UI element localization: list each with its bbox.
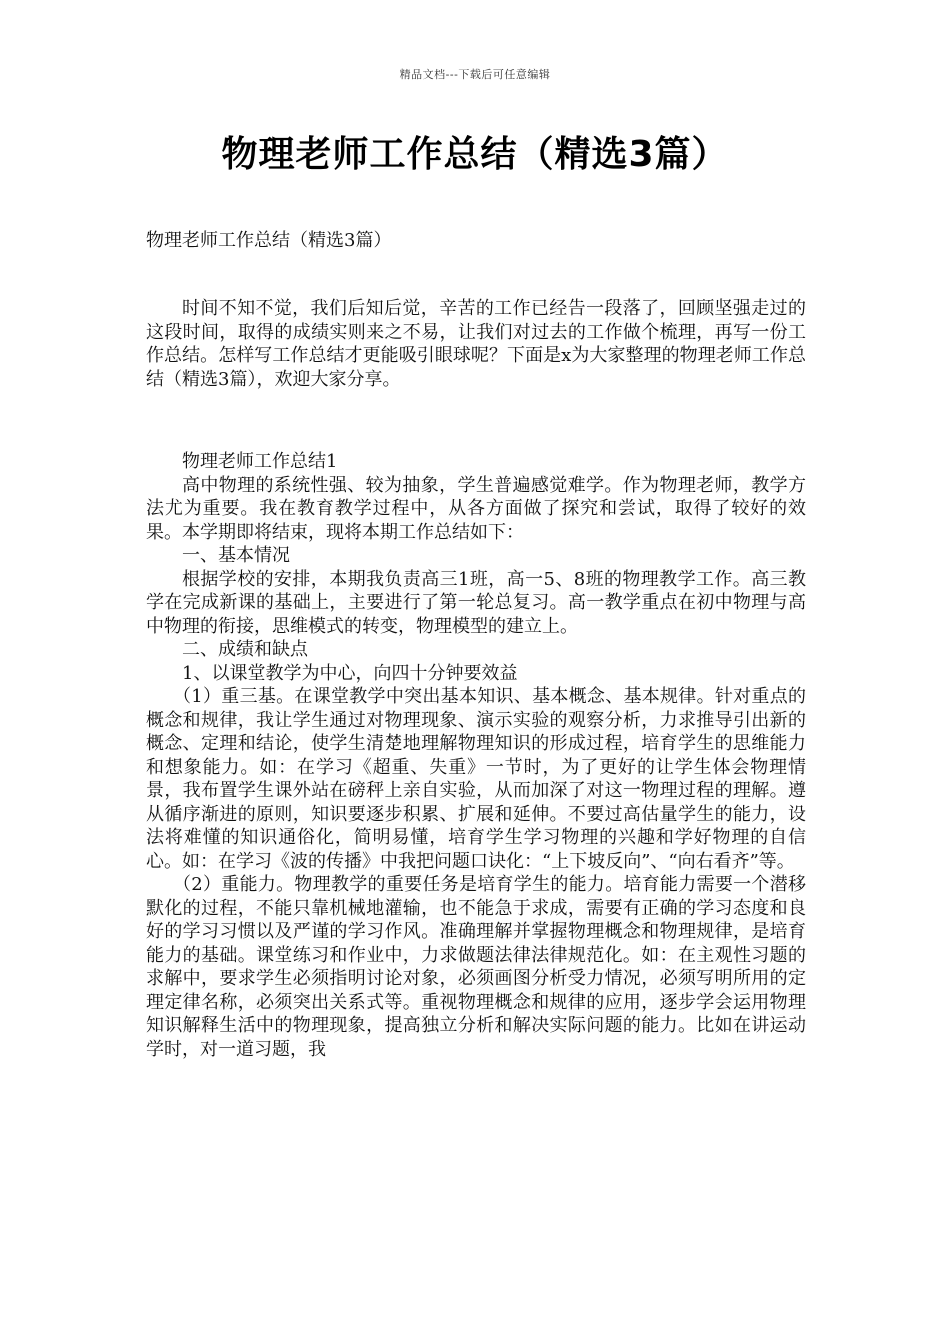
section-heading-basic-situation: 一、基本情况 [182,545,290,566]
main-content [146,450,806,1061]
paragraph-ability: （2）重能力。物理教学的重要任务是培育学生的能力。培育能力需要一个潜移默化的过程，不能只靠机械地灌输，也不能急于求成，需要有正确的学习态度和良好的学习习惯以及严谨的学习作风。准确理解并掌握物理概念和物理规律，是培育能力的基础。课堂练习和作业中，力求做题法律法律规范化。如：在主观性习题的求解中，要求学生必须指明讨论对象，必须画图分析受力情况，必须写明所用的定理定律名称，必须突出关系式等。重视物理概念和规律的应用，逐步学会运用物理知识解释生活中的物理现象，提高独立分析和解决实际问题的能力。比如在讲运动学时，对一道习题，我 [146,874,806,1060]
paragraph-overview: 高中物理的系统性强、较为抽象，学生普遍感觉难学。作为物理老师，教学方法尤为重要。我在教育教学过程中，从各方面做了探究和尝试，取得了较好的效果。本学期即将结束，现将本期工作总结如下： [146,474,806,543]
intro-paragraph: 时间不知不觉，我们后知后觉，辛苦的工作已经告一段落了，回顾坚强走过的这段时间，取得的成绩实则来之不易，让我们对过去的工作做个梳理，再写一份工作总结。怎样写工作总结才更能吸引眼球呢？下面是x为大家整理的物理老师工作总结（精选3篇），欢迎大家分享。 [146,298,806,390]
section-heading-summary-1: 物理老师工作总结1 [182,451,338,472]
document-title: 物理老师工作总结（精选3篇） [221,134,729,175]
paragraph-basic-situation: 根据学校的安排，本期我负责高三1班，高一5、8班的物理教学工作。高三教学在完成新课的基础上，主要进行了第一轮总复习。高一教学重点在初中物理与高中物理的衔接，思维模式的转变，物理模型的建立上。 [146,568,806,637]
paragraph-three-basics: （1）重三基。在课堂教学中突出基本知识、基本概念、基本规律。针对重点的概念和规律，我让学生通过对物理现象、演示实验的观察分析，力求推导引出新的概念、定理和结论，使学生清楚地理解物理知识的形成过程，培育学生的思维能力和想象能力。如：在学习《超重、失重》一节时，为了更好的让学生体会物理情景，我布置学生课外站在磅秤上亲自实验，从而加深了对这一物理过程的理解。遵从循序渐进的原则，知识要逐步积累、扩展和延伸。不要过高估量学生的能力，设法将难懂的知识通俗化，简明易懂，培育学生学习物理的兴趣和学好物理的自信心。如：在学习《波的传播》中我把问题口诀化：“上下坡反向”、“向右看齐”等。 [146,686,806,872]
intro-block [146,297,806,391]
section-heading-achievements: 二、成绩和缺点 [182,639,308,660]
document-subtitle: 物理老师工作总结（精选3篇） [146,230,392,251]
subsection-heading-classroom: 1、以课堂教学为中心，向四十分钟要效益 [182,662,518,684]
header-note: 精品文档---下载后可任意编辑 [399,68,551,81]
